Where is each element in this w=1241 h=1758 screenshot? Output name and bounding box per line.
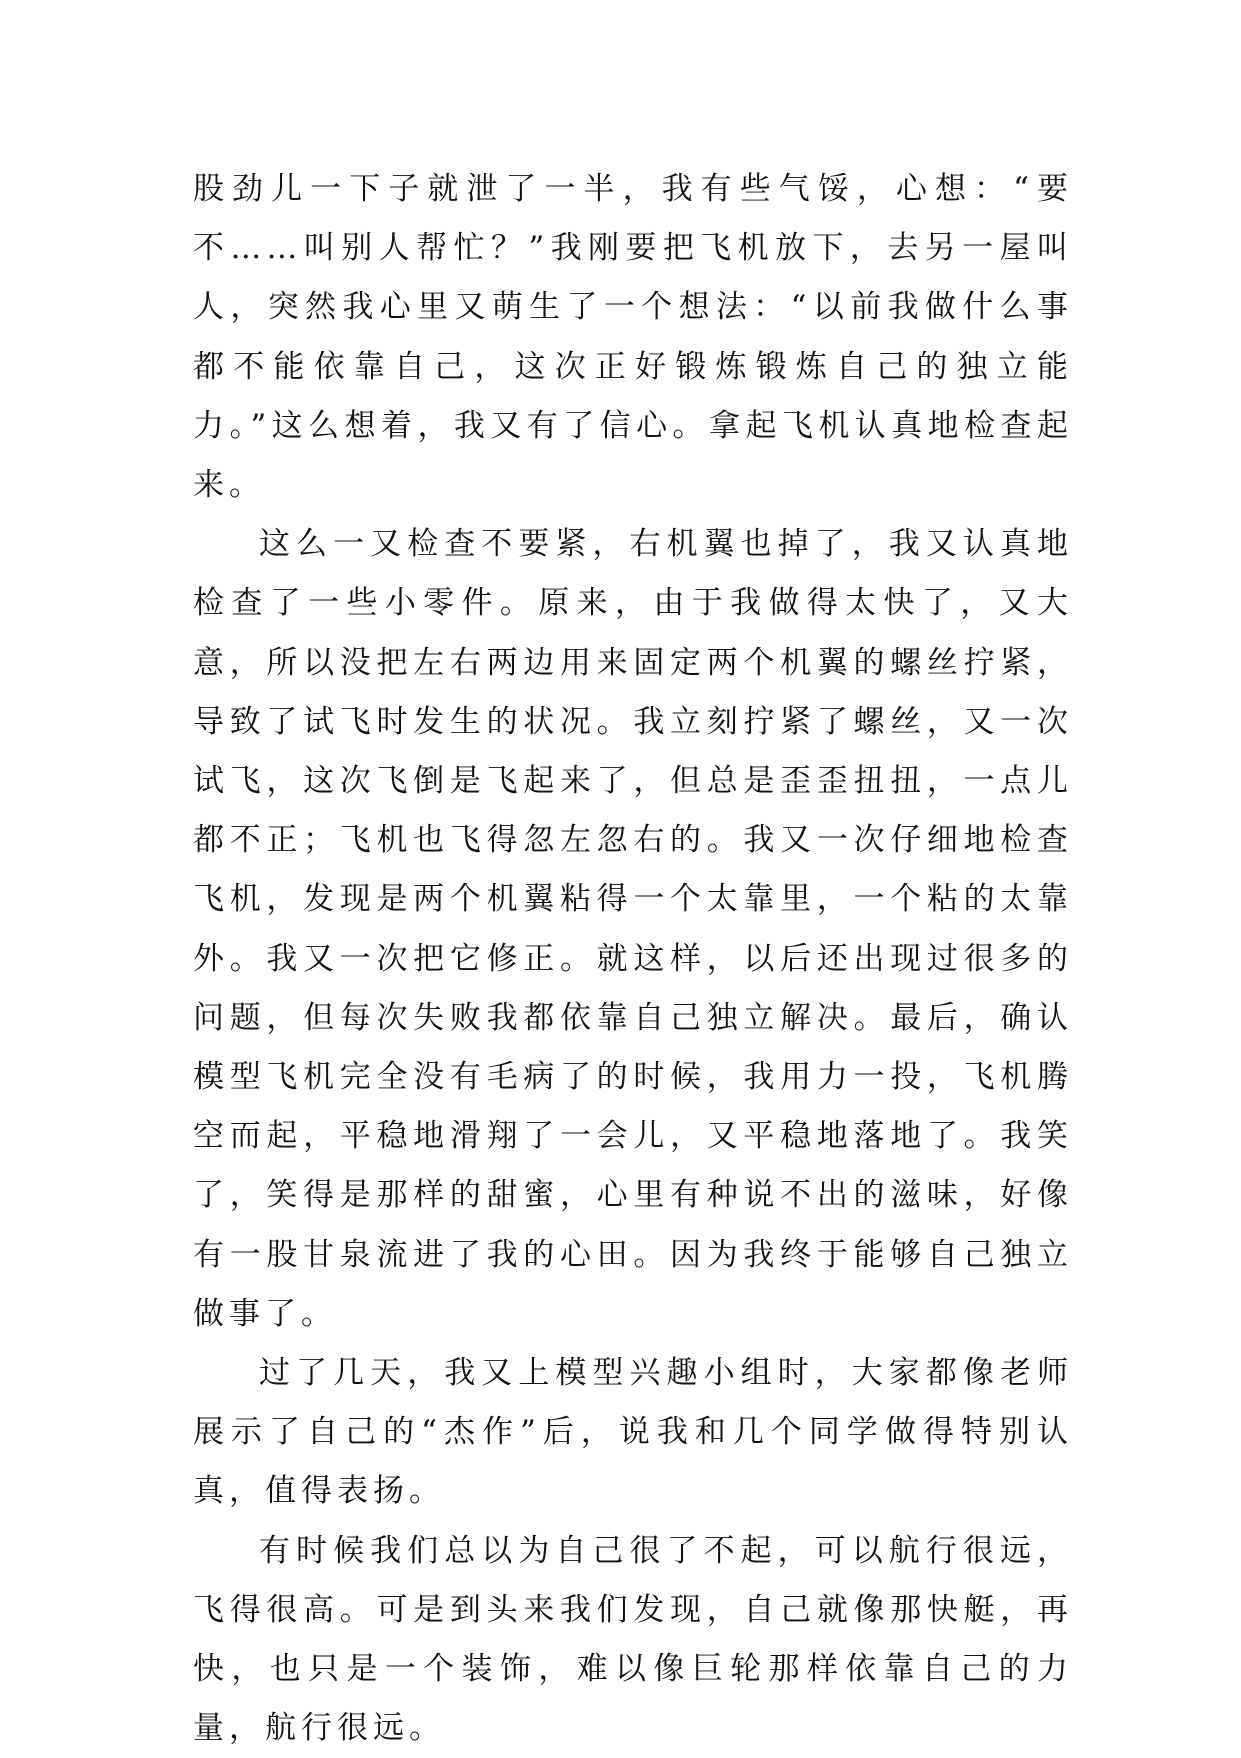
body-text — [193, 160, 1073, 1758]
paragraph-4: 有时候我们总以为自己很了不起，可以航行很远，飞得很高。可是到头来我们发现，自己就像那快艇，再快，也只是一个装饰，难以像巨轮那样依靠自己的力量，航行很远。 — [193, 1532, 1073, 1747]
paragraph-2: 这么一又检查不要紧，右机翼也掉了，我又认真地检查了一些小零件。原来，由于我做得太快了，又大意，所以没把左右两边用来固定两个机翼的螺丝拧紧，导致了试飞时发生的状况。我立刻拧紧了螺丝，又一次试飞，这次飞倒是飞起来了，但总是歪歪扭扭，一点儿都不正；飞机也飞得忽左忽右的。我又一次仔细地检查飞机，发现是两个机翼粘得一个太靠里，一个粘的太靠外。我又一次把它修正。就这样，以后还出现过很多的问题，但每次失败我都依靠自己独立解决。最后，确认模型飞机完全没有毛病了的时候，我用力一投，飞机腾空而起，平稳地滑翔了一会儿，又平稳地落地了。我笑了，笑得是那样的甜蜜，心里有种说不出的滋味，好像有一股甘泉流进了我的心田。因为我终于能够自己独立做事了。 — [193, 526, 1073, 1332]
paragraph-3: 过了几天，我又上模型兴趣小组时，大家都像老师展示了自己的“杰作”后，说我和几个同学做得特别认真，值得表扬。 — [193, 1355, 1073, 1510]
paragraph-1: 股劲儿一下子就泄了一半，我有些气馁，心想：“要不……叫别人帮忙？”我刚要把飞机放下，去另一屋叫人，突然我心里又萌生了一个想法：“以前我做什么事都不能依靠自己，这次正好锻炼锻炼自己的独立能力。”这么想着，我又有了信心。拿起飞机认真地检查起来。 — [193, 171, 1073, 504]
